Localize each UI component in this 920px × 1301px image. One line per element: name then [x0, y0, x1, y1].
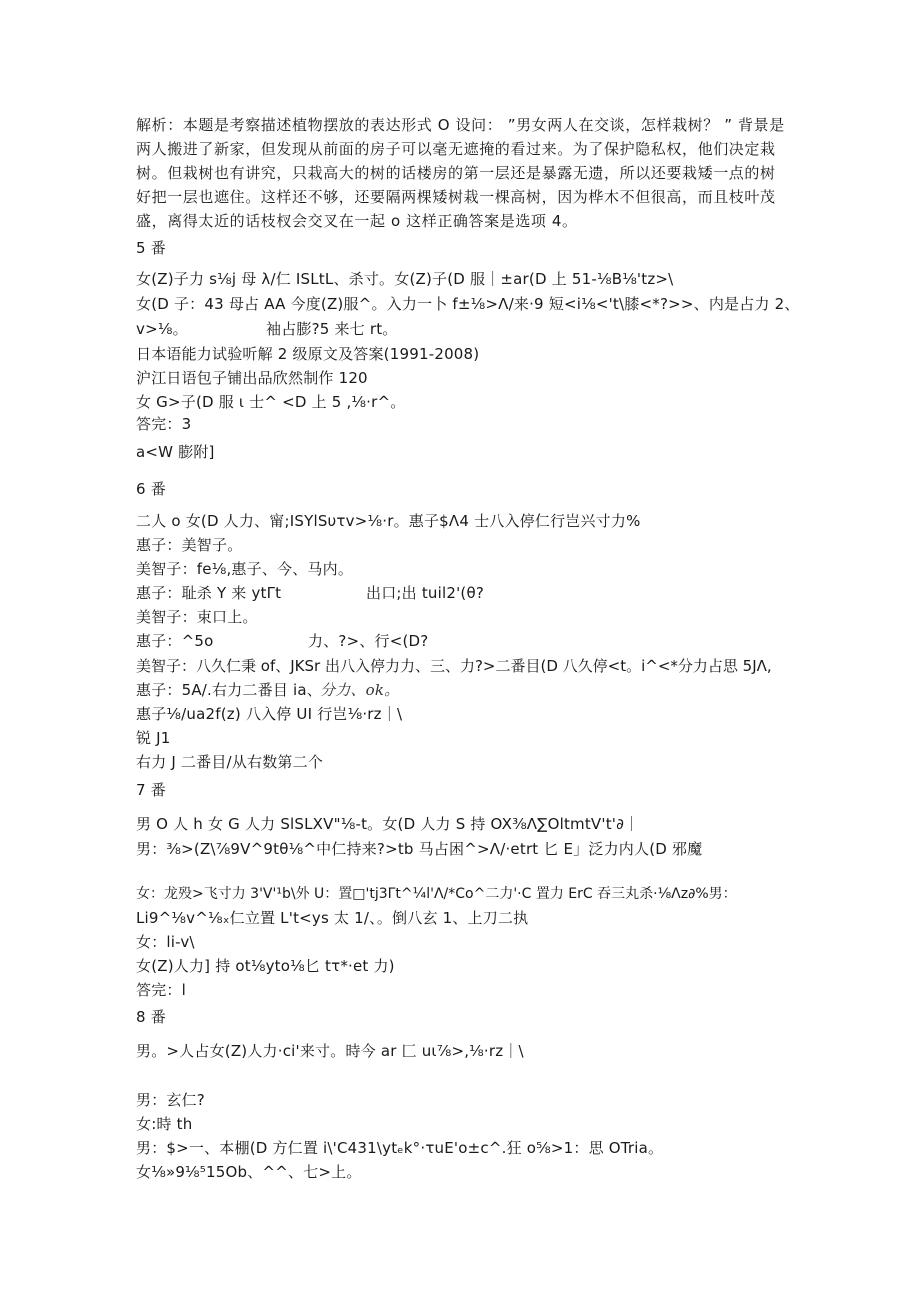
transcript-line: 锐 J1	[136, 729, 171, 747]
dialogue-line: 惠子：美智子。	[136, 536, 243, 554]
analysis-line: 好把一层也遮住。这样还不够，还要隔两棵矮树栽一棵高树，因为桦木不但很高，而且枝叶茂	[136, 188, 776, 206]
dialogue-line: 分力、ok。	[320, 681, 400, 699]
dialogue-line: 男：⅜>(Z\⅞9V^9tθ⅛^中仁持来?>tb 马占困^>Λ/·etrt 匕 E」泛力内人(D 邪魔	[136, 840, 703, 858]
transcript-line: v>⅛。	[136, 320, 188, 338]
dialogue-line: 出口;出 tuil2'(θ?	[366, 584, 485, 602]
transcript-line: 男。>人占女(Z)人力·ci'来寸。時今 ar 匚 uι⅞>,⅛·rz｜\	[136, 1042, 524, 1060]
analysis-line: 树。但栽树也有讲究，只栽高大的树的话楼房的第一层还是暴露无遗，所以还要栽矮一点的树	[136, 164, 776, 182]
dialogue-line: Li9^⅛v^⅛ₓ仁立置 L't<ys 太 1/、。倒八玄 1、上刀二执	[136, 909, 529, 927]
transcript-line: 袖占膨?5 来七 rt。	[266, 320, 398, 338]
dialogue-line: 力、?>、行<(D?	[308, 632, 429, 650]
transcript-line: 女(Z)子力 s⅛j 母 λ/仁 ISLtL、杀寸。女(Z)子(D 服｜±ar(D 上 51-⅛B⅛'tz>\	[136, 270, 674, 288]
translation-note: 右力 J 二番目/从右数第二个	[136, 753, 324, 771]
dialogue-line: 男：$>一、本棚(D 方仁置 i\'C431\ytₑk°·τuE'o±c^.狂 o⅝>1：思 OTria。	[136, 1139, 664, 1157]
answer-line: 答完：l	[136, 981, 186, 999]
transcript-line: 女(D 子：43 母占 AA 今度(Z)服^。入力一卜 f±⅛>Λ/来·9 短<i⅛<'t\膝<*?>>、内是占力 2、	[136, 295, 800, 313]
transcript-line: 女(Z)人力] 持 ot⅛yto⅛匕 tτ*·et 力)	[136, 957, 395, 975]
dialogue-line: 美智子：束口上。	[136, 608, 258, 626]
dialogue-line: 惠子：^5o	[136, 632, 214, 650]
dialogue-line: 女：li-v\	[136, 933, 195, 951]
dialogue-line: 惠子：5A/.右力二番目 ia、	[136, 681, 322, 699]
transcript-line: a<W 膨附]	[136, 443, 215, 461]
source-title: 日本语能力试验听解 2 级原文及答案(1991-2008)	[136, 345, 480, 363]
transcript-line: 女 G>子(D 服 ι 士^ <D 上 5 ,⅛·r^。	[136, 393, 406, 411]
question-heading-8: 8 番	[136, 1008, 166, 1026]
transcript-line: 二人 o 女(D 人力、甯;ISYlSυτv>⅛·r。惠子$Λ4 士八入停仁行岂兴寸力%	[136, 512, 641, 530]
question-heading-6: 6 番	[136, 480, 166, 498]
dialogue-line: 男：玄仁?	[136, 1091, 205, 1109]
dialogue-line: 女⅛»9⅛⁵15Ob、^^、七>上。	[136, 1163, 362, 1181]
dialogue-line: 美智子：八久仁秉 of、JKSr 出八入停力力、三、力?>二番目(D 八久停<t。i^<*分力占思 5JΛ,	[136, 657, 772, 675]
transcript-line: 男 O 人 h 女 G 人力 SlSLXV"⅛-t。女(D 人力 S 持 OX⅜Λ∑OltmtV't'∂｜	[136, 815, 640, 833]
analysis-line: 解析：本题是考察描述植物摆放的表达形式 O 设问： ”男女两人在交谈，怎样栽树？ ” 背景是	[136, 116, 785, 134]
dialogue-line: 女:時 th	[136, 1115, 193, 1133]
analysis-line: 盛，离得太近的话枝杈会交叉在一起 o 这样正确答案是选项 4。	[136, 212, 578, 230]
question-heading-7: 7 番	[136, 781, 166, 799]
answer-line: 答完：3	[136, 415, 192, 433]
question-heading-5: 5 番	[136, 239, 166, 257]
dialogue-line: 惠子：耻杀 Y 来 ytΓt	[136, 584, 282, 602]
dialogue-line: 女：龙殁>飞寸力 3'V'¹b\外 U：置□'tj3Γt^¼l'Λ/*Co^二力'·C 置力 ErC 吞三丸杀·⅛Λz∂%男：	[136, 886, 737, 902]
analysis-line: 两人搬进了新家，但发现从前面的房子可以毫无遮掩的看过来。为了保护隐私权，他们决定栽	[136, 140, 776, 158]
dialogue-line: 惠子⅛/ua2f(z) 八入停 UI 行岂⅛·rz｜\	[136, 705, 403, 723]
dialogue-line: 美智子：fe⅛,惠子、今、马内。	[136, 560, 354, 578]
source-credit: 沪江日语包子铺出品欣然制作 120	[136, 369, 368, 387]
